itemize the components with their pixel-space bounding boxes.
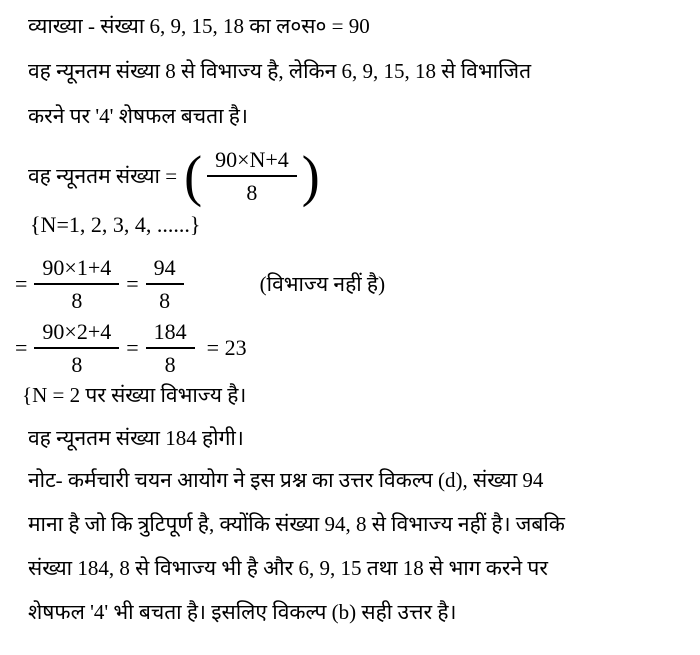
case-n1-row (12, 254, 385, 314)
domain-set-line: {N=1, 2, 3, 4, ......} (30, 212, 201, 237)
conclusion-line-2: वह न्यूनतम संख्या 184 होगी। (28, 426, 244, 450)
case-n1-fraction-1 (34, 255, 119, 314)
case-n1-numerator-1: 90×1+4 (34, 255, 119, 285)
equals-sign: = (126, 335, 139, 360)
formula-label: वह न्यूनतम संख्या = (28, 164, 178, 188)
case-n2-denominator-1: 8 (71, 352, 83, 377)
note-line-4: शेषफल '4' भी बचता है। इसलिए विकल्प (b) सही उत्तर है। (28, 600, 457, 624)
explanation-line-1: व्याख्या - संख्या 6, 9, 15, 18 का ल०स० = 90 (28, 14, 370, 38)
equals-sign: = (126, 271, 139, 296)
case-n2-numerator-1: 90×2+4 (34, 319, 119, 349)
case-n2-numerator-2: 184 (146, 319, 195, 349)
case-n1-remark: (विभाज्य नहीं है) (259, 272, 386, 296)
case-n1-numerator-2: 94 (146, 255, 184, 285)
case-n1-denominator-1: 8 (71, 288, 83, 313)
equals-sign: = (15, 335, 28, 360)
explanation-line-3: करने पर '4' शेषफल बचता है। (28, 104, 248, 128)
formula-row: वह न्यूनतम संख्या = ( $\frac{90\times N+4}{8}$ ) (28, 144, 320, 208)
case-n1-fraction-2 (146, 255, 184, 314)
case-n2-fraction-2 (146, 319, 195, 378)
case-n1-denominator-2: 8 (159, 288, 171, 313)
note-line-2: माना है जो कि त्रुटिपूर्ण है, क्योंकि संख्या 94, 8 से विभाज्य नहीं है। जबकि (28, 512, 565, 536)
case-n2-denominator-2: 8 (164, 352, 176, 377)
formula-denominator: 8 (246, 180, 258, 205)
formula-fraction (207, 147, 297, 206)
explanation-line-2: वह न्यूनतम संख्या 8 से विभाज्य है, लेकिन 6, 9, 15, 18 से विभाजित (28, 59, 532, 83)
formula-numerator: 90×N+4 (207, 147, 297, 177)
case-n2-result: = 23 (206, 335, 247, 360)
note-line-1: नोट- कर्मचारी चयन आयोग ने इस प्रश्न का उत्तर विकल्प (d), संख्या 94 (28, 468, 544, 492)
equals-sign: = (15, 271, 28, 296)
note-line-3: संख्या 184, 8 से विभाज्य भी है और 6, 9, 15 तथा 18 से भाग करने पर (28, 556, 548, 580)
case-n2-row (12, 318, 247, 378)
conclusion-line-1: {N = 2 पर संख्या विभाज्य है। (22, 383, 247, 407)
case-n2-fraction-1 (34, 319, 119, 378)
